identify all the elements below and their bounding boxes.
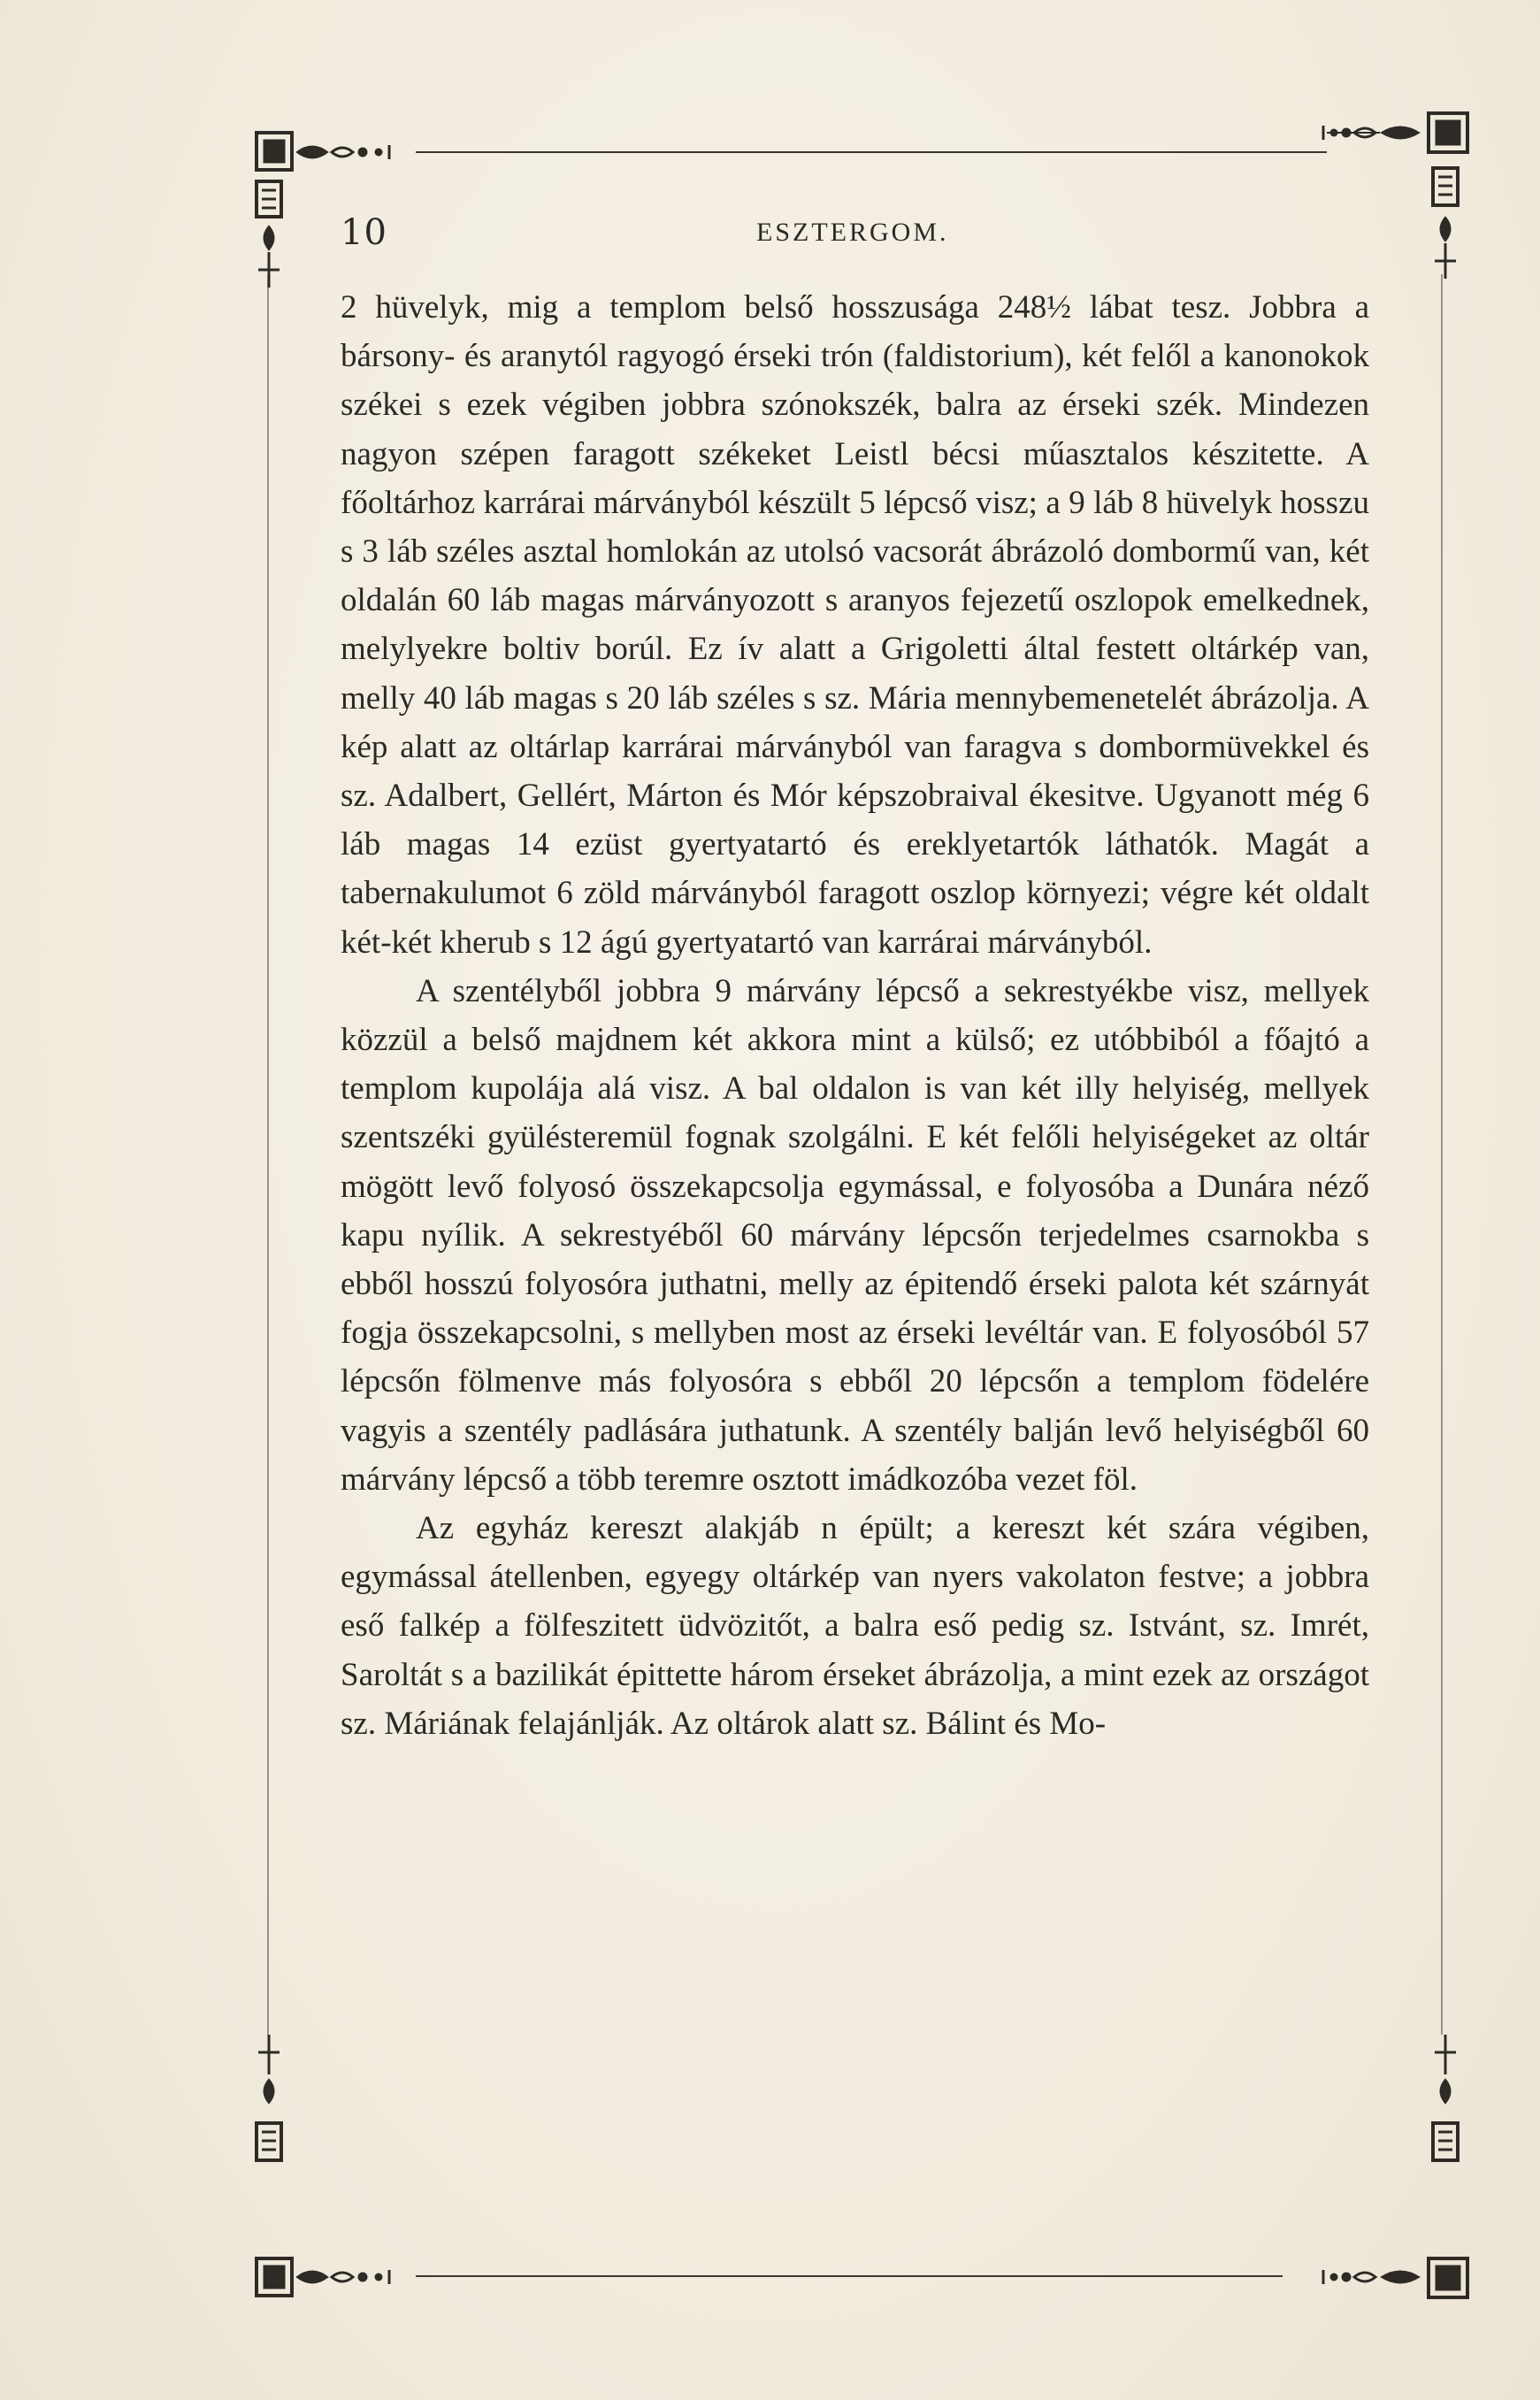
- corner-ornament-bottom-right: [1323, 2035, 1467, 2297]
- corner-ornament-top-left: [257, 133, 389, 288]
- paragraph: Az egyház kereszt alakjáb n épült; a kereszt két szára végiben, egymással átellenben, egyegy oltárkép van nyers vakolaton festve; a jobbra eső falkép a fölfeszitett üdvözitőt, a balra eső pedig sz. Istvánt, sz. Imrét, Saroltát s a bazilikát épittette három érseket ábrázolja, a mint ezek az országot sz. Máriának felajánlják. Az oltárok alatt sz. Bálint és Mo-: [341, 1510, 1369, 1742]
- running-title: ESZTERGOM.: [756, 218, 949, 247]
- body-text: [341, 283, 1369, 1748]
- running-header: [341, 212, 1371, 262]
- corner-ornament-bottom-left: [257, 2035, 389, 2296]
- page-number: 10: [341, 212, 387, 253]
- paragraph: A szentélyből jobbra 9 márvány lépcső a sekrestyékbe visz, mellyek közzül a belső majdnem két akkora mint a külső; ez utóbbiból a főajtó a templom kupolája alá visz. A bal oldalon is van két illy helyiség, mellyek szentszéki gyülésteremül fognak szolgálni. E két felőli helyiségeket az oltár mögött levő folyosó összekapcsolja egymással, e folyosóba a Dunára néző kapu nyílik. A sekrestyéből 60 márvány lépcsőn terjedelmes csarnokba s ebből hosszú folyosóra juthatni, melly az épitendő érseki palota két szárnyát fogja összekapcsolni, s mellyben most az érseki levéltár van. E folyosóból 57 lépcsőn fölmenve más folyosóra s ebből 20 lépcsőn a templom födelére vagyis a szentély padlására juthatunk. A szentély balján levő helyiségből 60 márvány lépcső a több teremre osztott imádkozóba vezet föl.: [341, 972, 1369, 1498]
- paragraph: 2 hüvelyk, mig a templom belső hosszusága 248½ lábat tesz. Jobbra a bársony- és aranytól ragyogó érseki trón (faldistorium), két felől a kanonokok székei s ezek végiben jobbra szónokszék, balra az érseki szék. Mindezen nagyon szépen faragott székeket Leistl bécsi műasztalos készitette. A főoltárhoz karrárai márványból készült 5 lépcső visz; a 9 láb 8 hüvelyk hosszu s 3 láb széles asztal homlokán az utolsó vacsorát ábrázoló dombormű van, két oldalán 60 láb magas márványozott s aranyos fejezetű oszlopok emelkednek, melylyekre boltiv borúl. Ez ív alatt a Grigoletti által festett oltárkép van, melly 40 láb magas s 20 láb széles s sz. Mária mennybemenetelét ábrázolja. A kép alatt az oltárlap karrárai márványból van faragva s dombormüvekkel és sz. Adalbert, Gellért, Márton és Mór képszobraival ékesitve. Ugyanott még 6 láb magas 14 ezüst gyertyatartó és ereklyetartók láthatók. Magát a tabernakulumot 6 zöld márványból faragott oszlop környezi; végre két oldalt két-két kherub s 12 ágú gyertyatartó van karrárai márványból.: [341, 289, 1369, 961]
